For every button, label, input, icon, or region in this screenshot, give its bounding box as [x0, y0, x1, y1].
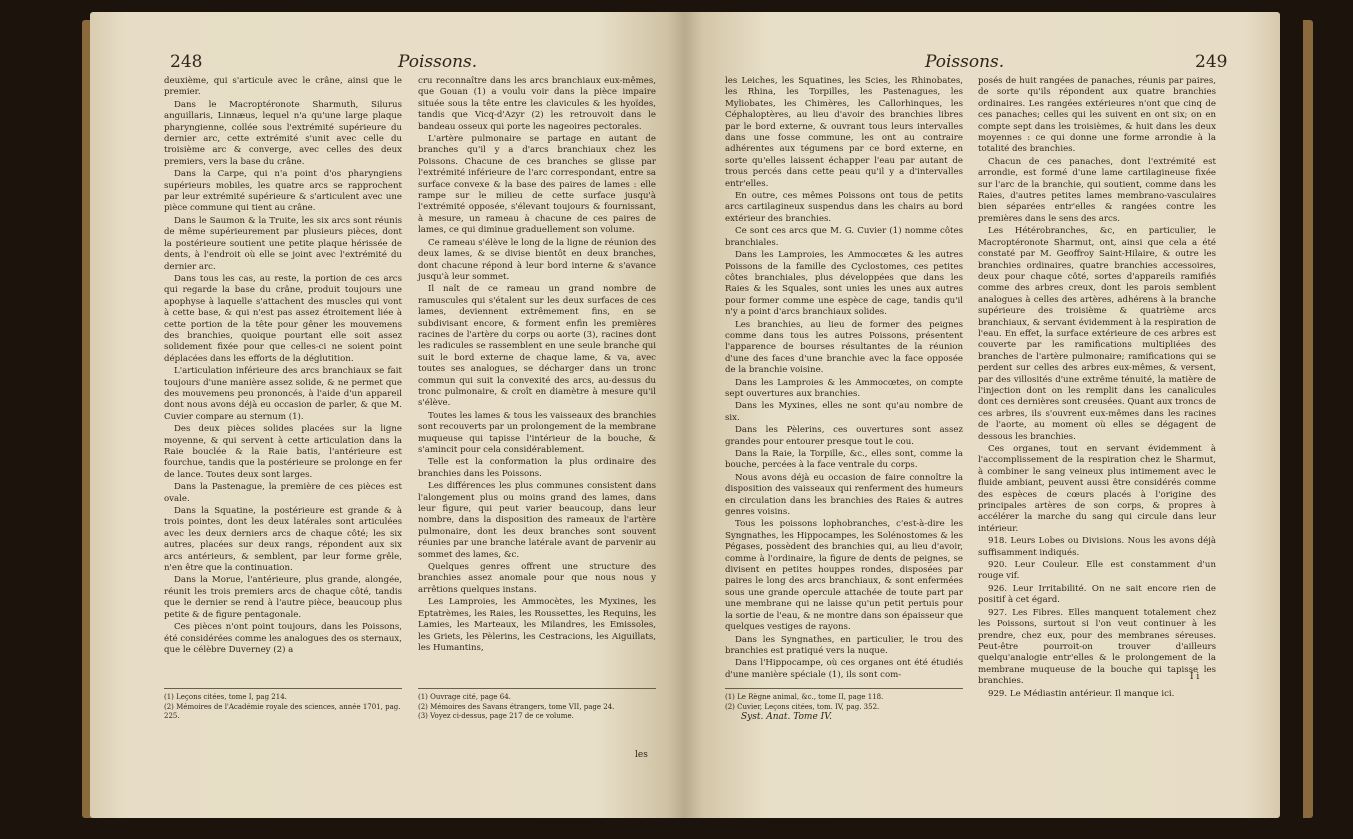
paragraph: Les différences les plus communes consistent dans l'alongement plus ou moins grand des lames, dans leur figure, qui peut varier beaucoup, dans leur nombre, dans la disposition des rameaux de l'artère pulmonaire, dont les deux branches sont souvent réunies par une branche latérale avant de parvenir au sommet des lames, &c.	[418, 481, 656, 560]
paragraph: 918. Leurs Lobes ou Divisions. Nous les avons déjà suffisamment indiqués.	[978, 536, 1216, 558]
paragraph: Dans la Morue, l'antérieure, plus grande, alongée, réunit les trois premiers arcs de chaque côté, tandis que le dernier se rend à l'autre pièce, beaucoup plus petite & de figure pentagonale.	[164, 575, 402, 620]
paragraph: Dans les Myxines, elles ne sont qu'au nombre de six.	[725, 401, 963, 423]
paragraph: Telle est la conformation la plus ordinaire des branchies dans les Poissons.	[418, 457, 656, 479]
paragraph: Chacun de ces panaches, dont l'extrémité est arrondie, est formé d'une lame cartilagineuse fixée sur l'arc de la branchie, qui soutient, comme dans les Raies, d'autres petites lames membrano-vasculaires bien séparées entr'elles & rangées contre les premières dans le sens des arcs.	[978, 156, 1216, 224]
paragraph: Dans la Raie, la Torpille, &c., elles sont, comme la bouche, percées à la face ventrale du corps.	[725, 449, 963, 471]
paragraph: Dans les Lamproies & les Ammocœtes, on compte sept ouvertures aux branchies.	[725, 377, 963, 399]
paragraph: Tous les poissons lophobranches, c'est-à-dire les Syngnathes, les Hippocampes, les Solénostomes & les Pégases, possèdent des branchies qui, au lieu d'avoir, comme à l'ordinaire, la figure de dents de peignes, se divisent en petites houppes rondes, disposées par paires le long des arcs branchiaux, & sont enfermées sous une grande opercule attachée de toute part par une membrane qui ne laisse qu'un petit pertuis pour la sortie de l'eau, & ne montre dans son épaisseur que quelques vestiges de rayons.	[725, 519, 963, 633]
footnote: (2) Cuvier, Leçons citées, tom. IV, pag. 352.	[725, 702, 880, 711]
paragraph: Nous avons déjà eu occasion de faire connoître la disposition des vaisseaux qui renferment des humeurs en circulation dans les branchies des Raies & autres genres voisins.	[725, 472, 963, 518]
paragraph: deuxième, qui s'articule avec le crâne, ainsi que le premier.	[164, 76, 402, 98]
left-page-number: 248	[170, 52, 203, 72]
footnote: (2) Mémoires de l'Académie royale des sciences, année 1701, pag. 225.	[164, 702, 401, 720]
paragraph: Dans les Syngnathes, en particulier, le trou des branchies est pratiqué vers la nuque.	[725, 634, 963, 656]
paragraph: Ces pièces n'ont point toujours, dans les Poissons, été considérées comme les analogues des os sternaux, que le célèbre Duverney (2) a	[164, 622, 402, 655]
paragraph: Toutes les lames & tous les vaisseaux des branchies sont recouverts par un prolongement de la membrane muqueuse qui tapisse l'intérieur de la bouche, & s'amincit pour cela considérablement.	[418, 410, 656, 455]
left-footnotes-1	[164, 688, 402, 722]
left-running-head	[90, 50, 685, 76]
paragraph: les Leiches, les Squatines, les Scies, les Rhinobates, les Rhina, les Torpilles, les Pastenagues, les Myliobates, les Chimères, les Callorhinques, les Céphaloptères, au lieu d'avoir des branchies libres par le bord externe, & ouvrant tous leurs intervalles dans une fosse commune, les ont au contraire adhérentes aux tégumens par ce bord externe, en sorte qu'elles laissent échapper l'eau par autant de trous percés dans cette peau qu'il y a d'intervalles entr'elles.	[725, 76, 963, 189]
book-edge-right	[1303, 20, 1313, 818]
paragraph: Dans le Saumon & la Truite, les six arcs sont réunis de même supérieurement par plusieurs pièces, dont la postérieure soutient une petite plaque hérissée de dents, à l'endroit où elle se joint avec l'extrémité du dernier arc.	[164, 215, 402, 272]
footnote: (1) Ouvrage cité, page 64.	[418, 693, 511, 701]
paragraph: Les Hétérobranches, &c, en particulier, le Macroptéronote Sharmut, ont, ainsi que cela a été constaté par M. Geoffroy Saint-Hilaire, & outre les branchies ordinaires, quatre branchies accessoires, deux pour chaque côté, sortes d'appareils ramifiés comme des arbres creux, dont les parois semblent analogues à celles des artères, adhérens à la branche supérieure des troisième & quatrième arcs branchiaux, & servant évidemment à la respiration de l'eau. En effet, la surface extérieure de ces arbres est couverte par les ramifications multipliées des branches de l'artère pulmonaire; ramifications qui se perdent sur celles des arbres eux-mêmes, & versent, par des villosités d'une extrême ténuité, la matière de l'injection dont on les remplit dans les canalicules dont ces dernières sont creusées. Quant aux troncs de ces arbres, ils s'ouvrent eux-mêmes dans les racines de l'aorte, au moment où elles se dégagent de dessous les branchies.	[978, 226, 1216, 442]
right-footnotes-1	[725, 688, 963, 712]
left-column-1	[164, 76, 402, 657]
open-book	[90, 12, 1305, 827]
paragraph: Dans les Pèlerins, ces ouvertures sont assez grandes pour entourer presque tout le cou.	[725, 425, 963, 447]
signature-mark: I i	[1190, 672, 1200, 682]
footnote: (3) Voyez ci-dessus, page 217 de ce volume.	[418, 712, 574, 720]
paragraph: L'articulation inférieure des arcs branchiaux se fait toujours d'une manière assez solide, & ne permet que des mouvemens peu prononcés, à l'aide d'un appareil dont nous avons déjà eu occasion de parler, & que M. Cuvier compare au sternum (1).	[164, 366, 402, 422]
right-page-number: 249	[1195, 52, 1228, 72]
left-catchword: les	[635, 750, 648, 760]
paragraph: Les branchies, au lieu de former des peignes comme dans tous les autres Poissons, présentent l'apparence de bourses résultantes de la réunion d'une des faces d'une branchie avec la face opposée de la branchie voisine.	[725, 319, 963, 376]
paragraph: 927. Les Fibres. Elles manquent totalement chez les Poissons, surtout si l'on veut continuer à les prendre, chez eux, pour des membranes séreuses. Peut-être pourroit-on trouver d'ailleurs quelqu'analogie entr'elles & le prolongement de la membrane muqueuse de la bouche qui tapisse les branchies.	[978, 607, 1216, 687]
paragraph: Dans la Carpe, qui n'a point d'os pharyngiens supérieurs mobiles, les quatre arcs se rapprochent par leur extrémité supérieure & s'articulent avec une pièce commune qui tient au crâne.	[164, 169, 402, 214]
paragraph: Dans tous les cas, au reste, la portion de ces arcs qui regarde la base du crâne, produit toujours une apophyse à laquelle s'attachent des muscles qui vont à cette base, & qui n'est pas assez étroitement liée à cette portion de la tête pour gêner les mouvemens des branchies, quoique pourtant elle soit assez solidement fixée pour que celles-ci ne soient point déplacées dans les efforts de la déglutition.	[164, 273, 402, 364]
paragraph: cru reconnaître dans les arcs branchiaux eux-mêmes, que Gouan (1) a voulu voir dans la pièce impaire située sous la tête entre les clavicules & les hyoïdes, tandis que Vicq-d'Azyr (2) les retrouvoit dans le bandeau osseux qui porte les nageoires pectorales.	[418, 76, 656, 132]
right-column-2	[978, 76, 1216, 701]
paragraph: posés de huit rangées de panaches, réunis par paires, de sorte qu'ils répondent aux quatre branchies ordinaires. Les rangées extérieures n'ont que cinq de ces panaches; celles qui les suivent en ont six; on en compte sept dans les troisièmes, & huit dans les deux moyennes : ce qui donne une forme arrondie à la totalité des branchies.	[978, 76, 1216, 155]
paragraph: L'artère pulmonaire se partage en autant de branches qu'il y a d'arcs branchiaux chez les Poissons. Chacune de ces branches se glisse par l'extrémité inférieure de l'arc correspondant, entre sa surface convexe & la base des paires de lames : elle rampe sur le milieu de cette surface jusqu'à l'extrémité opposée, s'élevant toujours & fournissant, à mesure, un rameau à chacune de ces paires de lames, ce qui diminue graduellement son volume.	[418, 134, 656, 236]
paragraph: Ces organes, tout en servant évidemment à l'accomplissement de la respiration chez le Sharmut, à combiner le sang veineux plus intimement avec le fluide ambiant, peuvent aussi être considérés comme des espèces de cœurs placés à l'origine des principales artères de son corps, & propres à accélérer la marche du sang qui circule dans leur intérieur.	[978, 444, 1216, 534]
footnote: (2) Mémoires des Savans étrangers, tome VII, page 24.	[418, 702, 615, 711]
paragraph: Les Lamproies, les Ammocètes, les Myxines, les Eptatrèmes, les Raies, les Roussettes, les Requins, les Lamies, les Marteaux, les Milandres, les Emissoles, les Griets, les Pèlerins, les Cestracions, les Aiguillats, les Humantins,	[418, 597, 656, 653]
paragraph: Il naît de ce rameau un grand nombre de ramuscules qui s'étalent sur les deux surfaces de ces lames, deviennent extrêmement fins, en se subdivisant encore, & forment enfin les premières racines de l'artère du corps ou aorte (3), racines dont les radicules se rassemblent en une seule branche qui suit le bord externe de chaque lame, & va, avec toutes ses analogues, se décharger dans un tronc commun qui suit la convexité des arcs, au-dessus du tronc pulmonaire, & croît en diamètre à mesure qu'il s'élève.	[418, 284, 656, 409]
paragraph: 920. Leur Couleur. Elle est constamment d'un rouge vif.	[978, 560, 1216, 582]
paragraph: 926. Leur Irritabilité. On ne sait encore rien de positif à cet égard.	[978, 583, 1216, 606]
paragraph: Dans l'Hippocampe, où ces organes ont été étudiés d'une manière spéciale (1), ils sont com-	[725, 658, 963, 680]
paragraph: Des deux pièces solides placées sur la ligne moyenne, & qui servent à cette articulation dans la Raie bouclée & la Raie batis, l'antérieure est fourchue, tandis que la postérieure se prolonge en fer de lance. Toutes deux sont larges.	[164, 424, 402, 480]
paragraph: En outre, ces mêmes Poissons ont tous de petits arcs cartilagineux suspendus dans les chairs au bord extérieur des branchies.	[725, 191, 963, 224]
paragraph: 929. Le Médiastin antérieur. Il manque ici.	[988, 688, 1175, 699]
right-running-title: Poissons.	[925, 52, 1005, 72]
paragraph: Dans le Macroptéronote Sharmuth, Silurus anguillaris, Linnæus, lequel n'a qu'une large plaque pharyngienne, collée sous l'extrémité supérieure du dernier arc, cette extrémité s'unit avec celle du troisième arc & converge, avec celles des deux premiers, vers la base du crâne.	[164, 99, 402, 167]
footnote: (1) Leçons citées, tome I, pag 214.	[164, 693, 287, 701]
footnote: (1) Le Règne animal, &c., tome II, page 118.	[725, 693, 884, 701]
left-running-title: Poissons.	[398, 52, 478, 72]
paragraph: Dans la Squatine, la postérieure est grande & à trois pointes, dont les deux latérales sont articulées avec les deux derniers arcs de chaque côté; les six autres, placées sur deux rangs, répondent aux six arcs antérieurs, & semblent, par leur forme grêle, n'en être que la continuation.	[164, 506, 402, 574]
paragraph: Ce rameau s'élève le long de la ligne de réunion des deux lames, & se divise bientôt en deux branches, dont chacune répond à leur bord interne & s'avance jusqu'à leur sommet.	[418, 237, 656, 282]
right-running-head	[685, 50, 1280, 76]
paragraph: Dans la Pastenague, la première de ces pièces est ovale.	[164, 482, 402, 504]
left-column-2	[418, 76, 656, 655]
paragraph: Quelques genres offrent une structure des branchies assez anomale pour que nous nous y arrêtions quelques instans.	[418, 562, 656, 595]
paragraph: Ce sont ces arcs que M. G. Cuvier (1) nomme côtes branchiales.	[725, 226, 963, 248]
signature-line: Syst. Anat. Tome IV.	[741, 712, 832, 722]
paragraph: Dans les Lamproies, les Ammocœtes & les autres Poissons de la famille des Cyclostomes, ces petites côtes branchiales, plus développées que dans les Raies & les Squales, sont unies les unes aux autres pour former comme une espèce de cage, tandis qu'il n'y a point d'arcs branchiaux solides.	[725, 250, 963, 318]
left-page	[90, 12, 685, 818]
right-page	[685, 12, 1280, 818]
right-column-1	[725, 76, 963, 682]
left-footnotes-2	[418, 688, 656, 722]
